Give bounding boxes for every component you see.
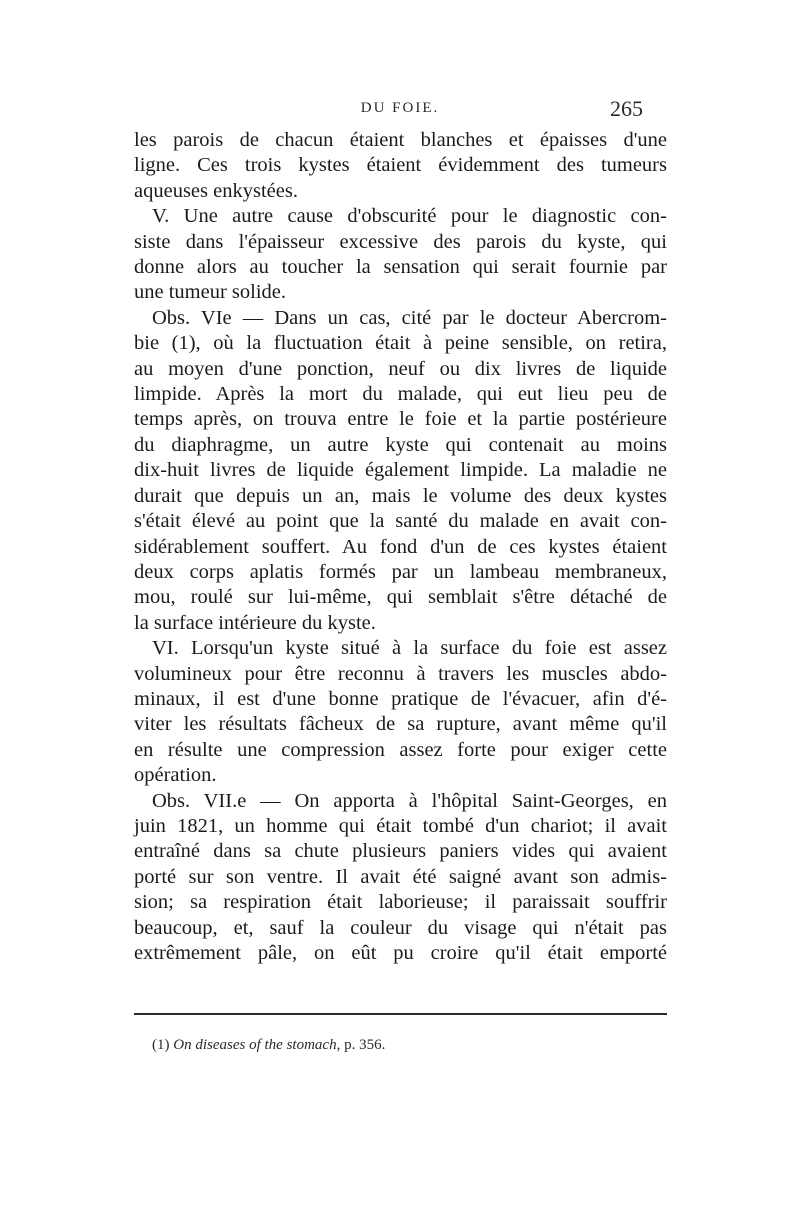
text-line: entraîné dans sa chute plusieurs paniers vides qui avaient: [134, 840, 667, 863]
text-line: deux corps aplatis formés par un lambeau membraneux,: [134, 560, 667, 583]
text-line: sidérablement souffert. Au fond d'un de ces kystes étaient: [134, 535, 667, 558]
text-line: la surface intérieure du kyste.: [134, 611, 376, 634]
footnote-title: On diseases of the stomach: [173, 1037, 337, 1053]
text-line: extrêmement pâle, on eût pu croire qu'il était emporté: [134, 942, 667, 964]
text-line: dix-huit livres de liquide également limpide. La maladie ne: [134, 459, 667, 482]
footnote-divider: [134, 1013, 667, 1015]
text-line: ligne. Ces trois kystes étaient évidemment des tumeurs: [134, 154, 667, 177]
text-line: V. Une autre cause d'obscurité pour le diagnostic con-: [152, 205, 667, 228]
text-line: viter les résultats fâcheux de sa rupture, avant même qu'il: [134, 713, 667, 736]
text-line: VI. Lorsqu'un kyste situé à la surface du foie est assez: [152, 637, 667, 660]
text-line: bie (1), où la fluctuation était à peine sensible, on retira,: [134, 332, 667, 355]
text-line: limpide. Après la mort du malade, qui eut lieu peu de: [134, 383, 667, 406]
text-line: en résulte une compression assez forte pour exiger cette: [134, 738, 667, 761]
text-line: durait que depuis un an, mais le volume des deux kystes: [134, 484, 667, 507]
footnote-marker: (1): [152, 1037, 170, 1053]
text-line: volumineux pour être reconnu à travers les muscles abdo-: [134, 662, 667, 685]
footnote-page-ref: , p. 356.: [336, 1037, 386, 1053]
main-text-block: [134, 128, 667, 966]
running-header-title: DU FOIE.: [360, 100, 440, 116]
text-line: Obs. VII.e — On apporta à l'hôpital Saint-Georges, en: [152, 789, 667, 812]
text-line: aqueuses enkystées.: [134, 179, 298, 202]
text-line: temps après, on trouva entre le foie et la partie postérieure: [134, 408, 667, 431]
text-line: juin 1821, un homme qui était tombé d'un chariot; il avait: [134, 814, 667, 837]
text-line: du diaphragme, un autre kyste qui contenait au moins: [134, 433, 667, 456]
text-line: porté sur son ventre. Il avait été saigné avant son admis-: [134, 865, 667, 888]
text-line: sion; sa respiration était laborieuse; il paraissait souffrir: [134, 891, 667, 914]
text-line: opération.: [134, 764, 217, 787]
text-line: s'était élevé au point que la santé du malade en avait con-: [134, 510, 667, 533]
text-line: minaux, il est d'une bonne pratique de l'évacuer, afin d'é-: [134, 687, 667, 710]
text-line: mou, roulé sur lui-même, qui semblait s'être détaché de: [134, 586, 667, 609]
footnote: [152, 1037, 385, 1054]
text-line: beaucoup, et, sauf la couleur du visage qui n'était pas: [134, 916, 667, 939]
text-line: les parois de chacun étaient blanches et épaisses d'une: [134, 129, 667, 151]
text-line: Obs. VIe — Dans un cas, cité par le docteur Abercrom-: [152, 306, 667, 329]
text-line: une tumeur solide.: [134, 281, 287, 304]
page-number: 265: [610, 96, 643, 121]
text-line: au moyen d'une ponction, neuf ou dix livres de liquide: [134, 357, 667, 380]
text-line: donne alors au toucher la sensation qui serait fournie par: [134, 256, 667, 279]
text-line: siste dans l'épaisseur excessive des parois du kyste, qui: [134, 230, 667, 253]
